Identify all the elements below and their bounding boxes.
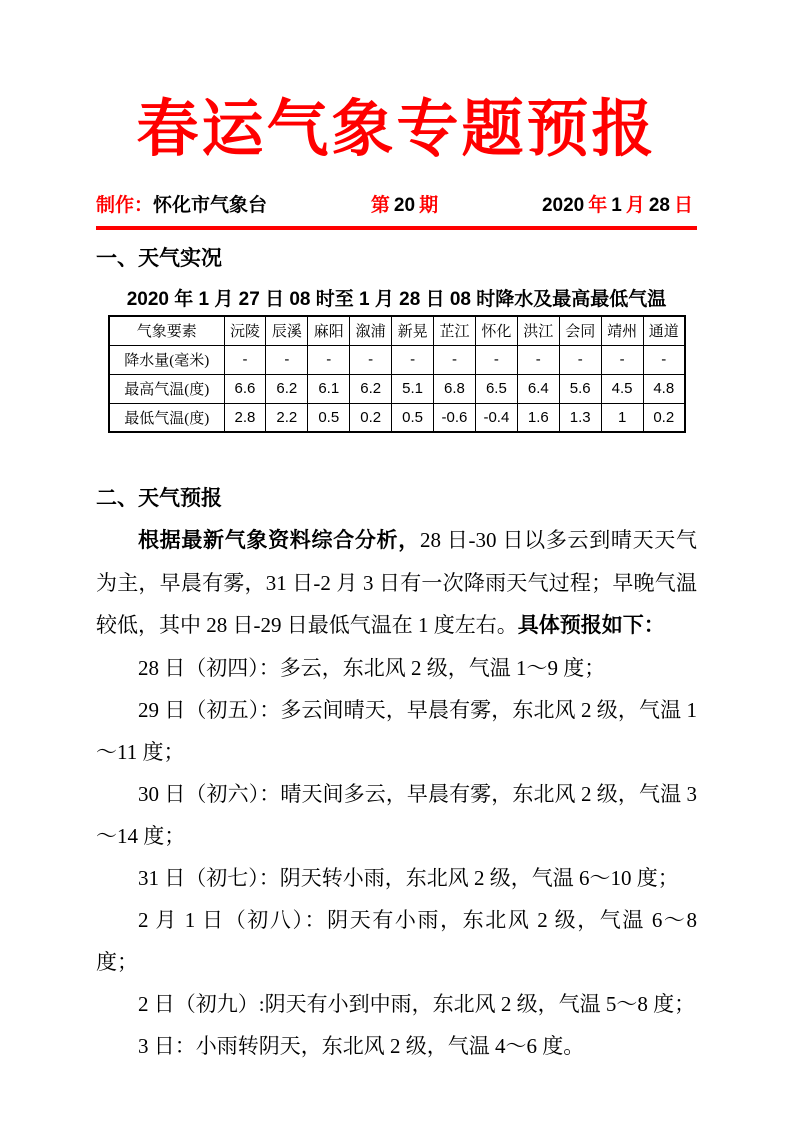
value-cell: - xyxy=(517,345,559,374)
value-cell: -0.6 xyxy=(434,403,476,432)
weather-table xyxy=(108,315,686,433)
value-cell: - xyxy=(308,345,350,374)
value-cell: 6.4 xyxy=(517,374,559,403)
header-divider xyxy=(96,226,697,230)
value-cell: - xyxy=(643,345,685,374)
value-cell: 4.8 xyxy=(643,374,685,403)
page-title: 春运气象专题预报 xyxy=(136,96,657,164)
value-cell: 6.5 xyxy=(475,374,517,403)
doc-meta-row xyxy=(96,190,697,217)
section-heading-forecast: 二、天气预报 xyxy=(96,487,222,511)
header-cell-station: 沅陵 xyxy=(224,316,266,345)
header-cell-station: 辰溪 xyxy=(266,316,308,345)
table-title: 2020 年 1 月 27 日 08 时至 1 月 28 日 08 时降水及最高最低气温 xyxy=(126,289,667,311)
header-cell-element: 气象要素 xyxy=(109,316,224,345)
value-cell: 6.8 xyxy=(434,374,476,403)
date-year: 2020 xyxy=(541,195,585,217)
forecast-line-day30: 30 日（初六）：晴天间多云，早晨有雾，东北风 2 级，气温 3～14 度； xyxy=(96,782,697,849)
value-cell: - xyxy=(350,345,392,374)
issue-number: 20 xyxy=(393,195,416,217)
header-cell-station: 怀化 xyxy=(475,316,517,345)
forecast-line-feb2: 2 日（初九）:阴天有小到中雨，东北风 2 级，气温 5～8 度； xyxy=(138,992,696,1017)
table-row-precipitation xyxy=(109,345,685,374)
date-day: 28 xyxy=(648,195,670,217)
intro-tail-bold: 具体预报如下： xyxy=(517,614,665,638)
forecast-line-day29: 29 日（初五）：多云间晴天，早晨有雾，东北风 2 级，气温 1～11 度； xyxy=(96,698,697,765)
forecast-intro-paragraph xyxy=(96,519,697,647)
header-cell-station: 芷江 xyxy=(434,316,476,345)
header-cell-station: 洪江 xyxy=(517,316,559,345)
row-label: 最高气温(度) xyxy=(109,374,224,403)
value-cell: - xyxy=(559,345,601,374)
row-label: 最低气温(度) xyxy=(109,403,224,432)
value-cell: 6.6 xyxy=(224,374,266,403)
section-heading-actual: 一、天气实况 xyxy=(96,247,222,271)
producer-info xyxy=(96,190,267,217)
value-cell: 1.3 xyxy=(559,403,601,432)
issue-prefix: 第 xyxy=(370,195,390,217)
forecast-line-feb1: 2 月 1 日（初八）：阴天有小雨，东北风 2 级，气温 6～8 度； xyxy=(96,908,697,975)
value-cell: - xyxy=(434,345,476,374)
issue-number-info xyxy=(371,190,438,217)
value-cell: 2.8 xyxy=(224,403,266,432)
value-cell: 0.2 xyxy=(643,403,685,432)
header-cell-station: 麻阳 xyxy=(308,316,350,345)
value-cell: 0.5 xyxy=(308,403,350,432)
forecast-line-day28: 28 日（初四）：多云，东北风 2 级，气温 1～9 度； xyxy=(138,656,606,681)
value-cell: 6.2 xyxy=(266,374,308,403)
table-row-max-temp xyxy=(109,374,685,403)
value-cell: - xyxy=(601,345,643,374)
header-cell-station: 新晃 xyxy=(392,316,434,345)
value-cell: - xyxy=(392,345,434,374)
table-header-row xyxy=(109,316,685,345)
value-cell: 6.2 xyxy=(350,374,392,403)
value-cell: - xyxy=(224,345,266,374)
value-cell: - xyxy=(266,345,308,374)
intro-lead-bold: 根据最新气象资料综合分析， xyxy=(138,529,420,553)
issue-date xyxy=(542,190,697,217)
producer-value: 怀化市气象台 xyxy=(153,195,268,217)
issue-suffix: 期 xyxy=(419,195,439,217)
header-cell-station: 靖州 xyxy=(601,316,643,345)
value-cell: -0.4 xyxy=(475,403,517,432)
producer-label: 制作： xyxy=(96,195,154,217)
header-cell-station: 会同 xyxy=(559,316,601,345)
value-cell: 6.1 xyxy=(308,374,350,403)
month-label: 月 xyxy=(625,195,645,217)
day-label: 日 xyxy=(673,195,693,217)
year-label: 年 xyxy=(588,195,608,217)
table-row-min-temp xyxy=(109,403,685,432)
date-month: 1 xyxy=(611,195,622,217)
value-cell: 1 xyxy=(601,403,643,432)
value-cell: 0.2 xyxy=(350,403,392,432)
value-cell: 5.6 xyxy=(559,374,601,403)
header-cell-station: 通道 xyxy=(643,316,685,345)
forecast-section xyxy=(96,482,697,1067)
forecast-line-day31: 31 日（初七）：阴天转小雨，东北风 2 级，气温 6～10 度； xyxy=(138,866,679,891)
value-cell: - xyxy=(475,345,517,374)
header-cell-station: 溆浦 xyxy=(350,316,392,345)
row-label: 降水量(毫米) xyxy=(109,345,224,374)
value-cell: 0.5 xyxy=(392,403,434,432)
value-cell: 4.5 xyxy=(601,374,643,403)
value-cell: 1.6 xyxy=(517,403,559,432)
intro-body-text: 28 日-30 日以多云到晴天天气为主，早晨有雾，31 日-2 月 3 日有一次降雨天气过程；早晚气温较低，其中 28 日-29 日最低气温在 1 度左右。 xyxy=(96,528,697,638)
value-cell: 2.2 xyxy=(266,403,308,432)
forecast-line-feb3: 3 日：小雨转阴天，东北风 2 级，气温 4～6 度。 xyxy=(138,1034,585,1059)
value-cell: 5.1 xyxy=(392,374,434,403)
